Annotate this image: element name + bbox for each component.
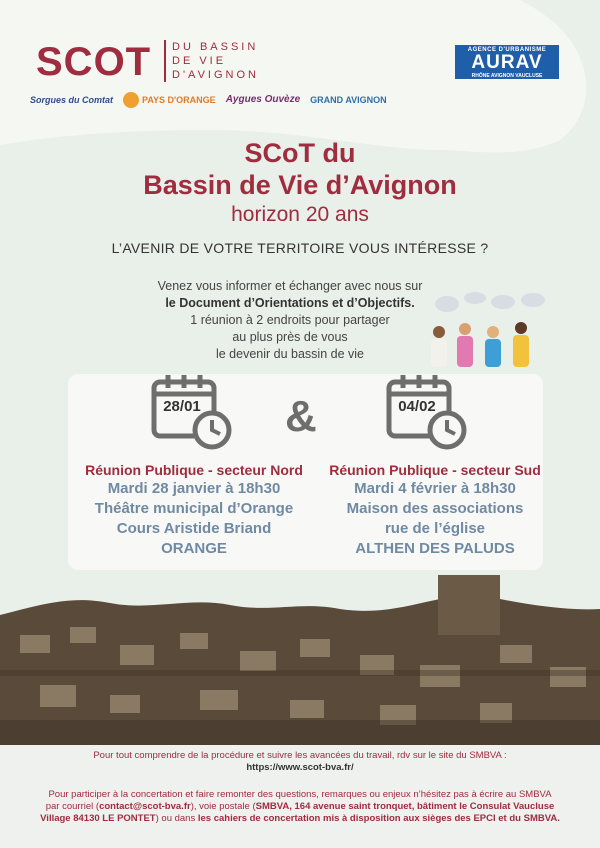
meeting-datetime: Mardi 4 février à 18h30 (354, 480, 516, 497)
partner-aygues-logo: Aygues Ouvèze (225, 94, 301, 105)
logo-sub-line: D'AVIGNON (172, 69, 259, 81)
meeting-datetime: Mardi 28 janvier à 18h30 (107, 480, 281, 497)
postal-address: SMBVA, 164 avenue saint tronquet, bâtiment le Consulat Vaucluse (255, 801, 555, 812)
intro-text (140, 278, 440, 363)
date-badge-right: 04/02 (398, 398, 436, 415)
scot-logo-subtitle (164, 40, 272, 82)
footer (0, 745, 600, 848)
partner-orange-label: PAYS D'ORANGE (142, 95, 216, 105)
email-link[interactable]: contact@scot-bva.fr (99, 801, 191, 812)
meeting-street: Cours Aristide Briand (116, 520, 272, 537)
date-badge-left: 28/01 (163, 398, 201, 415)
website-link[interactable]: https://www.scot-bva.fr/ (246, 762, 354, 773)
logo-sub-line: DU BASSIN (172, 41, 259, 53)
footer-text: ), voie postale ( (190, 801, 256, 812)
meeting-venue: Maison des associations (346, 500, 524, 517)
people-discussion-illustration (425, 292, 555, 374)
footer-line: Pour tout comprendre de la procédure et suivre les avancées du travail, rdv sur le site du SMBVA : (93, 750, 507, 761)
intro-line: le devenir du bassin de vie (215, 347, 364, 361)
meeting-south (315, 461, 555, 559)
meeting-city: ORANGE (161, 540, 227, 557)
aurav-bottom-text: RHÔNE AVIGNON VAUCLUSE (471, 73, 543, 79)
title-line-1: SCoT du (244, 138, 356, 168)
partner-sorgues-logo: Sorgues du Comtat (30, 95, 114, 105)
meeting-city: ALTHEN DES PALUDS (355, 540, 515, 557)
footer-text: par courriel ( (45, 801, 100, 812)
meeting-heading: Réunion Publique - secteur Nord (85, 462, 303, 478)
intro-line-bold: le Document d’Orientations et d’Objectifs. (165, 296, 415, 310)
footer-text: Pour participer à la concertation et faire remonter des questions, remarques ou enjeux n’hésitez pas à écrire au SMBVA (48, 789, 552, 800)
meeting-north (74, 461, 314, 559)
scot-logo: SCOT (36, 40, 152, 84)
partner-logos (30, 92, 387, 108)
footer-contact-info (20, 789, 580, 825)
aurav-logo (455, 45, 559, 79)
meeting-venue: Théâtre municipal d’Orange (94, 500, 294, 517)
partner-grand-avignon-logo: GRAND AVIGNON (310, 95, 387, 105)
title-line-2: Bassin de Vie d’Avignon (143, 170, 457, 200)
ampersand: & (285, 392, 317, 441)
village-photo (0, 575, 600, 745)
footer-website-info (20, 750, 580, 774)
question-heading: L’AVENIR DE VOTRE TERRITOIRE VOUS INTÉRESSE ? (111, 240, 489, 256)
aurav-name: AURAV (471, 52, 543, 73)
intro-line: au plus près de vous (232, 330, 348, 344)
logo-sub-line: DE VIE (172, 55, 227, 67)
meeting-heading: Réunion Publique - secteur Sud (329, 462, 541, 478)
aurav-top-text: AGENCE D'URBANISME (467, 47, 547, 53)
meeting-street: rue de l’église (384, 520, 486, 537)
footer-text: ) ou dans (155, 813, 198, 824)
concertation-registers: les cahiers de concertation mis à disposition aux sièges des EPCI et du SMBVA. (197, 813, 560, 824)
intro-line: 1 réunion à 2 endroits pour partager (190, 313, 390, 327)
intro-line: Venez vous informer et échanger avec nous sur (157, 279, 423, 293)
orange-logo-icon (123, 92, 139, 108)
subtitle-horizon: horizon 20 ans (231, 203, 369, 226)
postal-address-city: Village 84130 LE PONTET (40, 813, 156, 824)
partner-orange-logo (123, 92, 216, 108)
